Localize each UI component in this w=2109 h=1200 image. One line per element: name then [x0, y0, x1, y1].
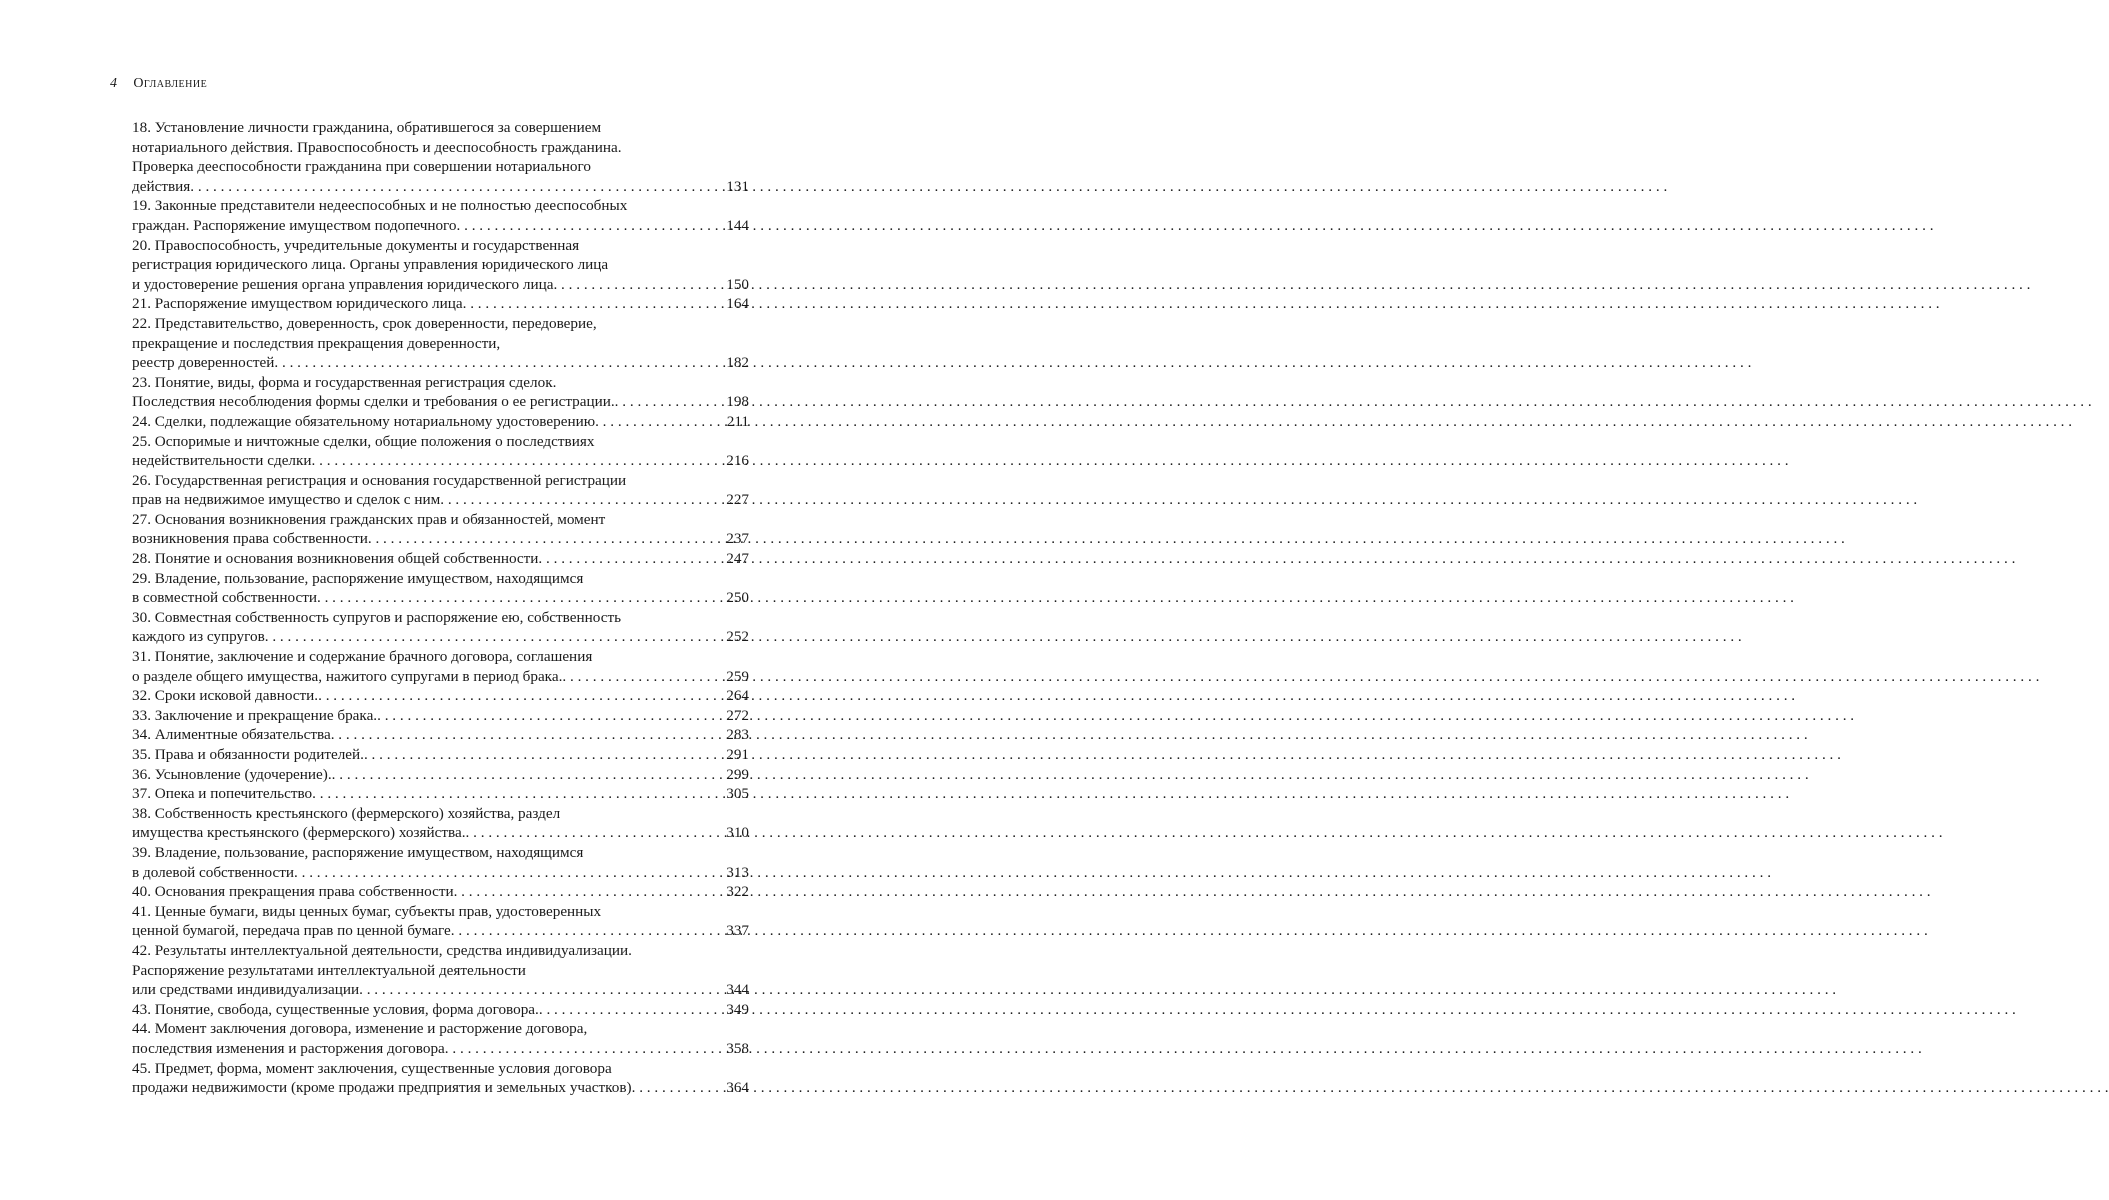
toc-entry-title: в совместной собственности — [132, 589, 317, 607]
table-of-contents — [132, 118, 749, 1098]
toc-entry-title: граждан. Распоряжение имуществом подопечного — [132, 216, 457, 234]
dot-leader — [318, 686, 725, 706]
toc-entry-line: 31. Понятие, заключение и содержание брачного договора, соглашения — [132, 648, 593, 666]
toc-page-number: 305 — [726, 785, 749, 803]
toc-entry-last-line — [132, 823, 749, 843]
toc-entry-line: 39. Владение, пользование, распоряжение имуществом, находящимся — [132, 843, 584, 861]
toc-entry-last-line — [132, 275, 749, 295]
toc-entry-last-line — [132, 725, 749, 745]
toc-entry-title: 40. Основания прекращения права собственности — [132, 883, 454, 901]
toc-page-number: 349 — [726, 1000, 749, 1018]
toc-entry-last-line — [132, 627, 749, 647]
toc-entry — [132, 686, 749, 706]
toc-page-number: 216 — [726, 452, 749, 470]
toc-page-number: 344 — [726, 981, 749, 999]
toc-entry — [132, 725, 749, 745]
toc-entry-line: 25. Оспоримые и ничтожные сделки, общие положения о последствиях — [132, 432, 595, 450]
dot-leader — [451, 921, 725, 941]
dot-leader — [364, 745, 725, 765]
dot-leader — [265, 627, 725, 647]
toc-entry-line: Распоряжение результатами интеллектуальной деятельности — [132, 961, 526, 979]
section-title: Оглавление — [133, 76, 208, 91]
toc-entry-line: 18. Установление личности гражданина, обратившегося за совершением — [132, 119, 602, 136]
toc-page-number: 198 — [726, 393, 749, 411]
toc-entry-title: реестр доверенностей — [132, 354, 275, 372]
toc-entry-title: последствия изменения и расторжения договора — [132, 1039, 445, 1057]
dot-leader — [457, 216, 726, 236]
dot-leader — [615, 392, 726, 412]
dot-leader — [190, 177, 725, 197]
toc-entry — [132, 765, 749, 785]
toc-entry-title: 28. Понятие и основания возникновения общей собственности — [132, 550, 539, 568]
toc-entry — [132, 1019, 749, 1058]
toc-entry-title: прав на недвижимое имущество и сделок с ним — [132, 491, 441, 509]
toc-entry — [132, 608, 749, 647]
dot-leader — [359, 980, 725, 1000]
toc-entry-line: 45. Предмет, форма, момент заключения, существенные условия договора — [132, 1059, 612, 1077]
toc-page-number: 322 — [726, 883, 749, 901]
toc-page-number: 291 — [726, 746, 749, 763]
toc-entry-title: 35. Права и обязанности родителей. — [132, 746, 364, 763]
dot-leader — [538, 549, 725, 569]
dot-leader — [562, 667, 725, 687]
running-head — [110, 76, 207, 92]
toc-entry-line: 19. Законные представители недееспособных и не полностью дееспособных — [132, 197, 628, 215]
toc-page-number: 211 — [726, 412, 749, 430]
toc-entry — [132, 549, 749, 569]
toc-entry — [132, 432, 749, 471]
toc-entry-last-line — [132, 353, 749, 373]
toc-entry-last-line — [132, 294, 749, 314]
toc-page-number: 264 — [726, 687, 749, 705]
toc-entry-last-line — [132, 412, 749, 432]
toc-entry-title: 34. Алиментные обязательства — [132, 726, 331, 744]
toc-page-number: 182 — [726, 354, 749, 372]
dot-leader — [331, 725, 726, 745]
toc-entry-line: 26. Государственная регистрация и основания государственной регистрации — [132, 471, 627, 489]
toc-entry-title: Последствия несоблюдения формы сделки и требования о ее регистрации. — [132, 393, 615, 411]
dot-leader — [312, 451, 726, 471]
toc-entry-line: прекращение и последствия прекращения доверенности, — [132, 334, 501, 352]
toc-entry — [132, 647, 749, 686]
toc-entry — [132, 236, 749, 295]
toc-entry-title: 32. Сроки исковой давности. — [132, 687, 319, 705]
toc-entry — [132, 941, 749, 1000]
toc-entry-line: регистрация юридического лица. Органы управления юридического лица — [132, 256, 609, 274]
toc-entry — [132, 373, 749, 412]
dot-leader — [312, 784, 725, 804]
toc-entry-line: 20. Правоспособность, учредительные документы и государственная — [132, 236, 580, 254]
toc-page-number: 313 — [726, 863, 749, 881]
dot-leader — [463, 294, 726, 314]
toc-page-number: 150 — [726, 275, 749, 293]
toc-entry-title: продажи недвижимости (кроме продажи предприятия и земельных участков) — [132, 1079, 632, 1097]
toc-entry-line: 22. Представительство, доверенность, срок доверенности, передоверие, — [132, 314, 597, 332]
toc-page-number: 364 — [726, 1079, 749, 1097]
toc-entry-title: 21. Распоряжение имуществом юридического лица — [132, 295, 463, 313]
toc-page-number: 247 — [726, 550, 749, 568]
toc-entry-title: каждого из супругов — [132, 628, 265, 646]
toc-page-number: 283 — [726, 726, 749, 744]
dot-leader — [539, 1000, 725, 1020]
toc-entry — [132, 804, 749, 843]
toc-entry-title: 43. Понятие, свобода, существенные условия, форма договора. — [132, 1000, 539, 1018]
toc-entry — [132, 569, 749, 608]
toc-page-number: 358 — [726, 1039, 749, 1057]
toc-entry-last-line — [132, 1000, 749, 1020]
toc-page-number: 299 — [726, 765, 749, 783]
dot-leader — [445, 1039, 725, 1059]
dot-leader — [595, 412, 726, 432]
toc-entry-last-line — [132, 451, 749, 471]
dot-leader — [440, 490, 725, 510]
toc-entry-title: в долевой собственности — [132, 863, 294, 881]
dot-leader — [317, 588, 725, 608]
toc-entry-title: имущества крестьянского (фермерского) хозяйства. — [132, 824, 466, 842]
toc-entry — [132, 745, 749, 765]
toc-entry-line: нотариального действия. Правоспособность и дееспособность гражданина. — [132, 138, 622, 156]
dot-leader — [553, 275, 725, 295]
toc-entry-last-line — [132, 882, 749, 902]
toc-entry-line: 29. Владение, пользование, распоряжение имуществом, находящимся — [132, 569, 584, 587]
toc-entry-title: и удостоверение решения органа управления юридического лица — [132, 275, 554, 293]
toc-entry-title: возникновения права собственности — [132, 530, 368, 548]
toc-entry-last-line — [132, 1039, 749, 1059]
toc-entry-last-line — [132, 784, 749, 804]
dot-leader — [632, 1078, 726, 1098]
toc-entry — [132, 1000, 749, 1020]
toc-page-number: 310 — [726, 824, 749, 842]
toc-entry-title: 24. Сделки, подлежащие обязательному нотариальному удостоверению — [132, 412, 596, 430]
dot-leader — [274, 353, 725, 373]
page-number: 4 — [110, 76, 118, 91]
toc-entry — [132, 471, 749, 510]
toc-entry — [132, 196, 749, 235]
toc-entry-last-line — [132, 177, 749, 197]
toc-entry-line: 27. Основания возникновения гражданских прав и обязанностей, момент — [132, 510, 606, 528]
toc-entry-line: 42. Результаты интеллектуальной деятельности, средства индивидуализации. — [132, 941, 632, 959]
toc-entry — [132, 314, 749, 373]
toc-page-number: 164 — [726, 295, 749, 313]
toc-entry-line: Проверка дееспособности гражданина при совершении нотариального — [132, 158, 591, 176]
toc-entry-last-line — [132, 549, 749, 569]
toc-entry-last-line — [132, 529, 749, 549]
toc-entry — [132, 294, 749, 314]
dot-leader — [368, 529, 725, 549]
toc-entry-title: или средствами индивидуализации — [132, 981, 360, 999]
toc-entry-last-line — [132, 765, 749, 785]
toc-entry — [132, 412, 749, 432]
toc-entry-title: действия — [132, 177, 191, 195]
toc-entry-last-line — [132, 863, 749, 883]
toc-entry-line: 30. Совместная собственность супругов и распоряжение ею, собственность — [132, 608, 622, 626]
toc-entry-line: 38. Собственность крестьянского (фермерского) хозяйства, раздел — [132, 804, 561, 822]
toc-page-number: 227 — [726, 491, 749, 509]
toc-page-number: 144 — [726, 216, 749, 234]
toc-entry-title: 36. Усыновление (удочерение). — [132, 765, 332, 783]
dot-leader — [332, 765, 726, 785]
toc-entry — [132, 118, 749, 196]
toc-page-number: 252 — [726, 628, 749, 646]
toc-page-number: 272 — [726, 706, 749, 724]
toc-entry-line: 41. Ценные бумаги, виды ценных бумаг, субъекты прав, удостоверенных — [132, 902, 602, 920]
toc-entry-last-line — [132, 980, 749, 1000]
toc-entry — [132, 784, 749, 804]
toc-entry-last-line — [132, 216, 749, 236]
toc-entry-title: ценной бумагой, передача прав по ценной бумаге — [132, 922, 451, 940]
toc-entry-line: 44. Момент заключения договора, изменение и расторжение договора, — [132, 1020, 588, 1038]
toc-entry-last-line — [132, 667, 749, 687]
toc-entry-last-line — [132, 706, 749, 726]
toc-entry — [132, 843, 749, 882]
toc-page-number: 259 — [726, 667, 749, 685]
toc-entry-last-line — [132, 392, 749, 412]
toc-entry-last-line — [132, 588, 749, 608]
toc-entry-last-line — [132, 1078, 749, 1098]
toc-page-number: 237 — [726, 530, 749, 548]
toc-entry-last-line — [132, 921, 749, 941]
toc-entry-last-line — [132, 490, 749, 510]
dot-leader — [454, 882, 726, 902]
toc-page-number: 337 — [726, 922, 749, 940]
toc-entry — [132, 882, 749, 902]
toc-entry-last-line — [132, 745, 749, 765]
toc-entry-title: о разделе общего имущества, нажитого супругами в период брака. — [132, 667, 563, 685]
toc-entry — [132, 706, 749, 726]
dot-leader — [294, 863, 725, 883]
toc-entry-title: недействительности сделки — [132, 452, 312, 470]
toc-entry-title: 37. Опека и попечительство — [132, 785, 313, 803]
dot-leader — [377, 706, 725, 726]
toc-entry-last-line — [132, 686, 749, 706]
toc-entry — [132, 510, 749, 549]
toc-page-number: 131 — [726, 177, 749, 195]
toc-entry — [132, 1059, 749, 1098]
toc-entry — [132, 902, 749, 941]
dot-leader — [466, 823, 726, 843]
toc-entry-title: 33. Заключение и прекращение брака. — [132, 706, 378, 724]
toc-entry-line: 23. Понятие, виды, форма и государственная регистрация сделок. — [132, 373, 557, 391]
toc-page-number: 250 — [726, 589, 749, 607]
